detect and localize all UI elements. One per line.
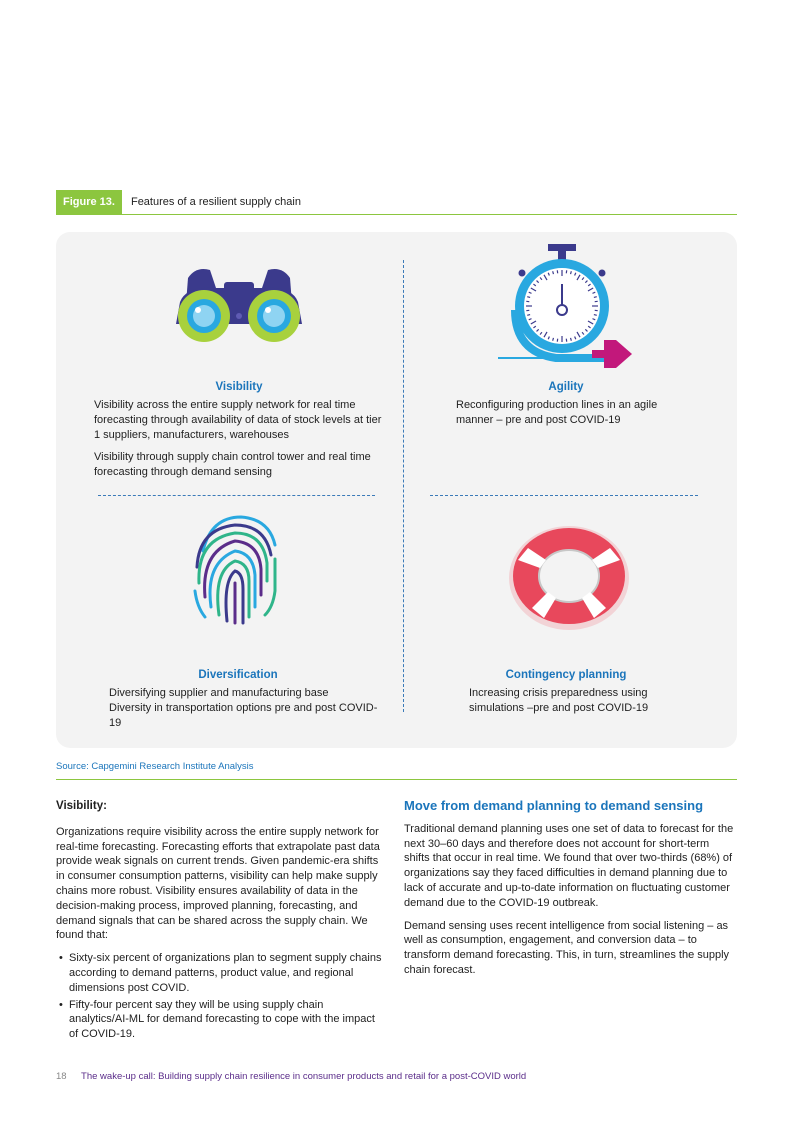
stopwatch-tick — [527, 297, 530, 298]
lifebuoy-icon — [506, 520, 632, 632]
figure-tag: Figure 13. — [56, 190, 122, 214]
stopwatch-icon — [496, 242, 638, 370]
visibility-description — [94, 398, 384, 480]
list-item: • Sixty-six percent of organizations plan to segment supply chains according to demand patterns, product value, and regional dimensions post COVID. — [56, 951, 386, 995]
visibility-heading: Visibility: — [56, 800, 107, 812]
diversification-title: Diversification — [198, 669, 278, 681]
agility-description: Reconfiguring production lines in an agile manner – pre and post COVID-19 — [456, 399, 658, 426]
visibility-desc-1: Visibility across the entire supply network for real time forecasting through availability of data of stock levels at tier 1 suppliers, manufacturers, warehouses — [94, 399, 382, 441]
demand-planning-paragraph: Traditional demand planning uses one set of data to forecast for the next 30–60 days and therefore does not account for short-term shifts that occur in real time. We found that over two-thirds (68%) of organizations say they faced difficulties in demand planning due to lack of accurate and up-to-date information on fluctuating customer demand due to the COVID-19 outbreak. — [404, 822, 734, 909]
findings-list — [56, 951, 386, 1042]
features-panel — [56, 232, 737, 748]
diversification-desc-1: Diversifying supplier and manufacturing base — [109, 687, 329, 699]
footer-title: The wake-up call: Building supply chain resilience in consumer products and retail for a post-COVID world — [81, 1071, 527, 1082]
stopwatch-tick — [553, 271, 554, 274]
stopwatch-tick — [571, 338, 572, 341]
stopwatch-tick — [571, 271, 572, 274]
diversification-description — [109, 686, 379, 731]
demand-sensing-heading: Move from demand planning to demand sensing — [404, 798, 704, 813]
vertical-divider — [403, 260, 404, 712]
horizontal-divider-left — [98, 495, 375, 496]
agility-title: Agility — [548, 381, 584, 393]
stopwatch-tick — [594, 297, 597, 298]
stopwatch-tick — [553, 338, 554, 341]
diversification-desc-2: Diversity in transportation options pre and post COVID-19 — [109, 702, 378, 729]
demand-sensing-paragraph: Demand sensing uses recent intelligence from social listening – as well as consumption, engagement, and conversion data – to transform demand forecasting. This, in turn, streamlines the supply chain forecast. — [404, 919, 730, 976]
visibility-title: Visibility — [215, 381, 263, 393]
figure-source: Source: Capgemini Research Institute Analysis — [56, 761, 737, 780]
visibility-paragraph: Organizations require visibility across the entire supply network for real-time forecasting. Forecasting efforts that extrapolate past data provide weak signals on current trends. Given pandemic-era shifts in consumer consumption patterns, visibility can help make supply chains more robust. Visibility ensures availability of data in the decision-making process, improved planning, forecasting, and demand signals that can be shared across the supply chain. We found that: — [56, 825, 380, 942]
figure-header — [56, 190, 737, 215]
left-column — [56, 799, 386, 1044]
stopwatch-tick — [527, 315, 530, 316]
list-item: • Fifty-four percent say they will be using supply chain analytics/AI-ML for demand forecasting to cope with the impact of COVID-19. — [56, 998, 386, 1042]
figure-title: Features of a resilient supply chain — [130, 196, 301, 208]
fingerprint-icon — [191, 511, 281, 629]
contingency-title: Contingency planning — [505, 669, 627, 681]
contingency-description: Increasing crisis preparedness using simulations –pre and post COVID-19 — [469, 687, 649, 714]
horizontal-divider-right — [430, 495, 698, 496]
page-number: 18 — [56, 1071, 67, 1082]
stopwatch-tick — [594, 315, 597, 316]
visibility-desc-2: Visibility through supply chain control tower and real time forecasting through demand sensing — [94, 451, 371, 478]
page-footer — [56, 1071, 526, 1082]
binoculars-icon — [166, 264, 312, 344]
right-column — [404, 799, 736, 986]
